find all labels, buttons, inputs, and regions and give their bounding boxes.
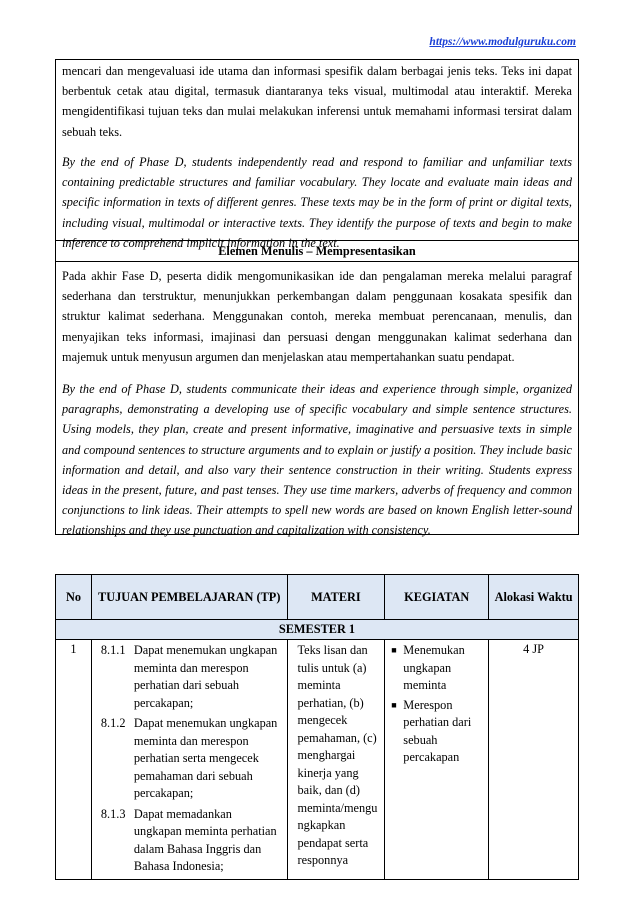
header-tp: TUJUAN PEMBELAJARAN (TP) (91, 575, 287, 620)
tp-text: Dapat memadankan ungkapan meminta perhatian dalam Bahasa Inggris dan Bahasa Indonesia; (133, 806, 277, 873)
alokasi-cell: 4 JP (489, 640, 579, 880)
writing-section-title: Elemen Menulis – Mempresentasikan (55, 240, 579, 262)
kegiatan-text: Merespon perhatian dari sebuah percakapan (403, 697, 472, 764)
kegiatan-cell (385, 640, 489, 880)
tp-text: Dapat menemukan ungkapan meminta dan merespon perhatian serta mengecek pemahaman dari sebuah percakapan; (133, 716, 278, 800)
reading-section (55, 59, 579, 250)
writing-paragraph-id: Pada akhir Fase D, peserta didik mengomunikasikan ide dan pengalaman mereka melalui paragraf sederhana dan terstruktur, menunjukkan perkembangan dalam penggunaan kosakata spesifik dan struktur kalimat sederhana. Menggunakan contoh, mereka membuat perencanaan, menulis, dan menyajikan teks informasi, imajinasi dan persuasi dengan menggunakan kalimat sederhana dan majemuk untuk menyusun argumen dan menjelaskan atau mempertahankan suatu pendapat. (62, 269, 572, 364)
materi-text: Teks lisan dan tulis untuk (a) meminta perhatian, (b) mengecek pemahaman, (c) menghargai kinerja yang baik, dan (d) meminta/mengungkapkan pendapat serta responnya (297, 643, 378, 867)
kegiatan-list (385, 640, 488, 767)
table-row (56, 640, 579, 880)
header-materi: MATERI (287, 575, 385, 620)
header-alokasi: Alokasi Waktu (489, 575, 579, 620)
tp-item (101, 806, 279, 876)
header-kegiatan: KEGIATAN (385, 575, 489, 620)
table-header-row (56, 575, 579, 620)
row-number: 1 (56, 640, 92, 880)
tp-number: 8.1.1 (100, 643, 126, 657)
materi-cell (287, 640, 385, 880)
kegiatan-item (391, 697, 484, 767)
learning-objectives-table (55, 574, 579, 880)
tp-item (101, 642, 279, 712)
tp-list (92, 640, 287, 876)
square-bullet-icon: ■ (391, 645, 397, 655)
kegiatan-item (391, 642, 484, 695)
semester-label: SEMESTER 1 (56, 620, 579, 640)
writing-paragraph-en: By the end of Phase D, students communicate their ideas and experience through simple, organized paragraphs, demonstrating a developing use of specific vocabulary and simple sentence structures. Using models, they plan, create and present informative, imaginative and persuasive texts in simple and compound sentences to structure arguments and to explain or justify a position. They include basic information and detail, and also vary their sentence construction in their writing. Students express ideas in the present, future, and past tenses. They use time markers, adverbs of frequency and common conjunctions to link ideas. Their attempts to spell new words are based on known English letter-sound relationships and they use punctuation and capitalization with consistency. (62, 382, 572, 538)
tp-number: 8.1.2 (100, 716, 126, 730)
semester-row (56, 620, 579, 640)
tp-number: 8.1.3 (100, 806, 126, 821)
reading-paragraph-id: mencari dan mengevaluasi ide utama dan informasi spesifik dalam berbagai jenis teks. Teks ini dapat berbentuk cetak atau digital, termasuk diantaranya teks visual, multimodal atau interaktif. Mereka mengidentifikasi tujuan teks dan mulai melakukan inferensi untuk memahami informasi tersirat dalam sebuah teks. (62, 64, 572, 139)
square-bullet-icon: ■ (391, 699, 397, 710)
kegiatan-text: Menemukan ungkapan meminta (403, 643, 465, 692)
tp-cell (91, 640, 287, 880)
reading-paragraph-en: By the end of Phase D, students independently read and respond to familiar and unfamiliar texts containing predictable structures and familiar vocabulary. They locate and evaluate main ideas and specific information in texts of different genres. These texts may be in the form of print or digital texts, including visual, multimodal or interactive texts. They identify the purpose of texts and begin to make inference to comprehend implicit information in the text. (62, 155, 572, 250)
tp-text: Dapat menemukan ungkapan meminta dan merespon perhatian dari sebuah percakapan; (133, 643, 278, 710)
header-no: No (56, 575, 92, 620)
tp-item (101, 715, 279, 803)
writing-section (55, 262, 579, 538)
website-url[interactable]: https://www.modulguruku.com (429, 36, 576, 48)
